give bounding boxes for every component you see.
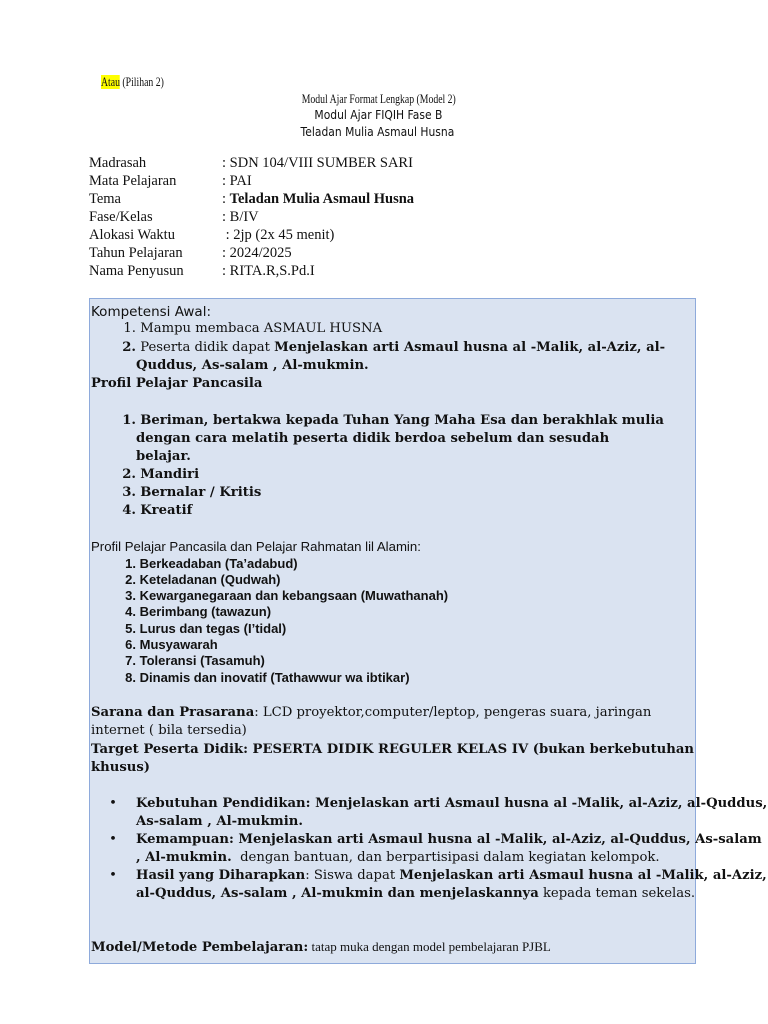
rahmatan-item: 1. Berkeadaban (Ta’adabud) <box>125 556 298 571</box>
bullet-kebutuhan-cont: As-salam , Al-mukmin. <box>136 814 303 829</box>
identity-row: Nama Penyusun : RITA.R,S.Pd.I <box>89 263 315 279</box>
kompetensi-item: 2. Peserta didik dapat Menjelaskan arti Asmaul husna al -Malik, al-Aziz, al- <box>122 340 666 355</box>
identity-row: Madrasah : SDN 104/VIII SUMBER SARI <box>89 155 413 171</box>
identity-row: Tema : Teladan Mulia Asmaul Husna <box>89 191 415 207</box>
rahmatan-title: Profil Pelajar Pancasila dan Pelajar Rahmatan lil Alamin: <box>91 539 421 554</box>
highlighted-word: Atau <box>101 75 120 89</box>
identity-row: Mata Pelajaran : PAI <box>89 173 252 189</box>
sarana-line-cont: internet ( bila tersedia) <box>91 723 247 738</box>
profil-title: Profil Pelajar Pancasila <box>91 376 263 391</box>
target-line: Target Peserta Didik: PESERTA DIDIK REGULER KELAS IV (bukan berkebutuhan <box>91 742 694 757</box>
rahmatan-item: 3. Kewarganegaraan dan kebangsaan (Muwathanah) <box>125 588 449 603</box>
target-line-cont: khusus) <box>91 760 150 775</box>
identity-table <box>89 154 414 280</box>
identity-row: Tahun Pelajaran : 2024/2025 <box>89 245 292 261</box>
model-line: Model/Metode Pembelajaran: tatap muka dengan model pembelajaran PJBL <box>91 939 551 955</box>
bullet-hasil-cont: al-Quddus, As-salam , Al-mukmin dan menjelaskannya kepada teman sekelas. <box>136 886 696 901</box>
rahmatan-item: 5. Lurus dan tegas (I’tidal) <box>125 621 287 636</box>
option-note <box>101 75 164 90</box>
identity-row: Fase/Kelas : B/IV <box>89 209 259 225</box>
profil-item: 3. Bernalar / Kritis <box>122 485 262 500</box>
rahmatan-item: 8. Dinamis dan inovatif (Tathawwur wa ibtikar) <box>125 670 410 685</box>
rahmatan-item: 2. Keteladanan (Qudwah) <box>125 572 281 587</box>
profil-item-cont: dengan cara melatih peserta didik berdoa sebelum dan sesudah <box>136 431 610 446</box>
content-box <box>89 298 768 964</box>
option-note-text: (Pilihan 2) <box>119 75 164 89</box>
bullet-hasil: • Hasil yang Diharapkan: Siswa dapat Menjelaskan arti Asmaul husna al -Malik, al-Aziz, <box>109 868 767 883</box>
profil-item: 1. Beriman, bertakwa kepada Tuhan Yang Maha Esa dan berakhlak mulia <box>122 413 664 428</box>
profil-item: 2. Mandiri <box>122 467 200 482</box>
profil-item: 4. Kreatif <box>122 503 193 518</box>
profil-item-cont: belajar. <box>136 449 191 464</box>
kompetensi-title: Kompetensi Awal: <box>91 304 211 320</box>
rahmatan-item: 4. Berimbang (tawazun) <box>125 604 272 619</box>
header-line-2: Modul Ajar FIQIH Fase B <box>314 107 442 122</box>
sarana-line: Sarana dan Prasarana: LCD proyektor,computer/leptop, pengeras suara, jaringan <box>91 705 652 720</box>
rahmatan-item: 6. Musyawarah <box>125 637 218 652</box>
header-line-1: Modul Ajar Format Lengkap (Model 2) <box>301 92 457 106</box>
identity-row: Alokasi Waktu : 2jp (2x 45 menit) <box>89 227 335 243</box>
header-line-3: Teladan Mulia Asmaul Husna <box>300 124 454 139</box>
bullet-kemampuan: • Kemampuan: Menjelaskan arti Asmaul husna al -Malik, al-Aziz, al-Quddus, As-salam <box>109 832 762 847</box>
kompetensi-item: 1. Mampu membaca ASMAUL HUSNA <box>123 321 383 336</box>
bullet-kemampuan-cont: , Al-mukmin. dengan bantuan, dan berpartisipasi dalam kegiatan kelompok. <box>136 850 660 865</box>
bullet-kebutuhan: • Kebutuhan Pendidikan: Menjelaskan arti Asmaul husna al -Malik, al-Aziz, al-Quddus, <box>109 796 768 811</box>
rahmatan-item: 7. Toleransi (Tasamuh) <box>125 653 265 668</box>
kompetensi-item-cont: Quddus, As-salam , Al-mukmin. <box>136 358 369 373</box>
